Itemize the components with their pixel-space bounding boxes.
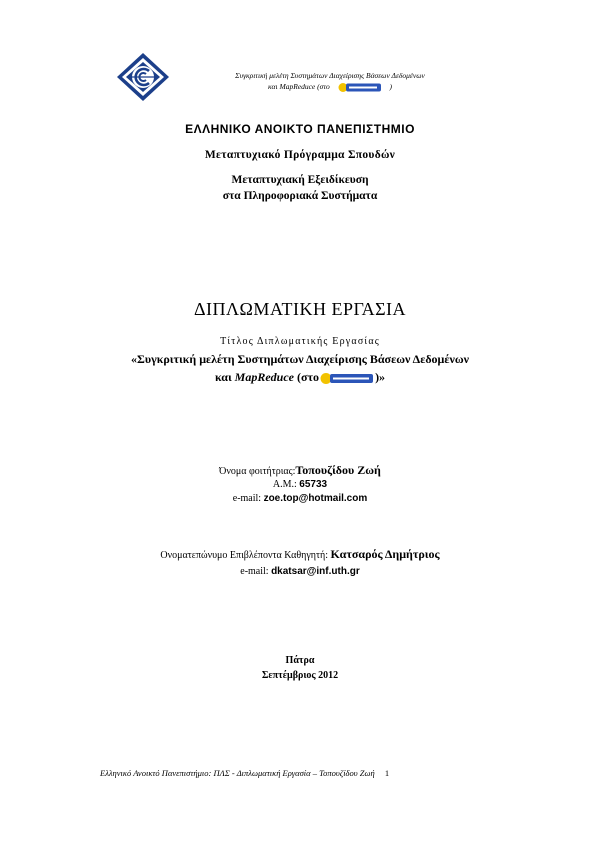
footer-text: Ελληνικό Ανοικτό Πανεπιστήμιο: ΠΛΣ - Διπλωματική Εργασία – Τοπουζίδου Ζωή <box>100 768 375 778</box>
supervisor-email: dkatsar@inf.uth.gr <box>271 566 360 577</box>
document-type-heading: ΔΙΠΛΩΜΑΤΙΚΗ ΕΡΓΑΣΙΑ <box>193 299 407 319</box>
freebase-logo-icon <box>320 372 374 385</box>
student-name-label: Όνομα φοιτήτριας: <box>219 466 296 477</box>
supervisor-label: Ονοματεπώνυμο Επιβλέποντα Καθηγητή: <box>160 550 329 561</box>
thesis-title-mapreduce: MapReduce <box>234 370 294 384</box>
header-line-2 <box>190 81 470 93</box>
student-id-label: Α.Μ.: <box>272 479 297 490</box>
supervisor-email-label: e-mail: <box>240 566 269 577</box>
university-name: ΕΛΛΗΝΙΚΟ ΑΝΟΙΚΤΟ ΠΑΝΕΠΙΣΤΗΜΙΟ <box>185 122 415 136</box>
university-logo-icon <box>116 52 170 102</box>
program-name: Μεταπτυχιακό Πρόγραμμα Σπουδών <box>204 149 396 161</box>
header-line-2-text: και MapReduce (στο <box>267 82 330 91</box>
student-email: zoe.top@hotmail.com <box>263 493 368 504</box>
student-id-row <box>0 479 600 490</box>
student-email-row <box>0 493 600 504</box>
student-name-row <box>0 463 600 478</box>
specialization-line-1: Μεταπτυχιακή Εξειδίκευση <box>231 174 369 186</box>
thesis-title-and: και <box>214 370 232 384</box>
supervisor-name: Κατσαρός Δημήτριος <box>330 547 440 561</box>
thesis-title-close: )» <box>375 370 386 384</box>
freebase-logo-icon <box>338 82 382 93</box>
thesis-title-in: (στο <box>297 370 320 384</box>
specialization-line-2: στα Πληροφοριακά Συστήματα <box>222 190 378 202</box>
supervisor-name-row <box>0 547 600 562</box>
header-line-2-close: ) <box>389 82 393 91</box>
student-id: 65733 <box>299 479 328 490</box>
header-line-1: Συγκριτική μελέτη Συστημάτων Διαχείρισης Βάσεων Δεδομένων <box>235 71 425 80</box>
page-number: 1 <box>384 768 390 778</box>
page-footer <box>100 768 520 778</box>
student-email-label: e-mail: <box>232 493 262 504</box>
thesis-title-line-1: «Συγκριτική μελέτη Συστημάτων Διαχείρισης Βάσεων Δεδομένων <box>131 352 469 366</box>
student-name: Τοπουζίδου Ζωή <box>295 463 381 477</box>
date: Σεπτέμβριος 2012 <box>261 670 339 681</box>
thesis-title-label: Τίτλος Διπλωματικής Εργασίας <box>220 336 380 347</box>
thesis-title-line-2 <box>0 370 600 385</box>
city: Πάτρα <box>285 655 315 666</box>
running-header <box>190 70 470 93</box>
supervisor-email-row <box>0 566 600 577</box>
